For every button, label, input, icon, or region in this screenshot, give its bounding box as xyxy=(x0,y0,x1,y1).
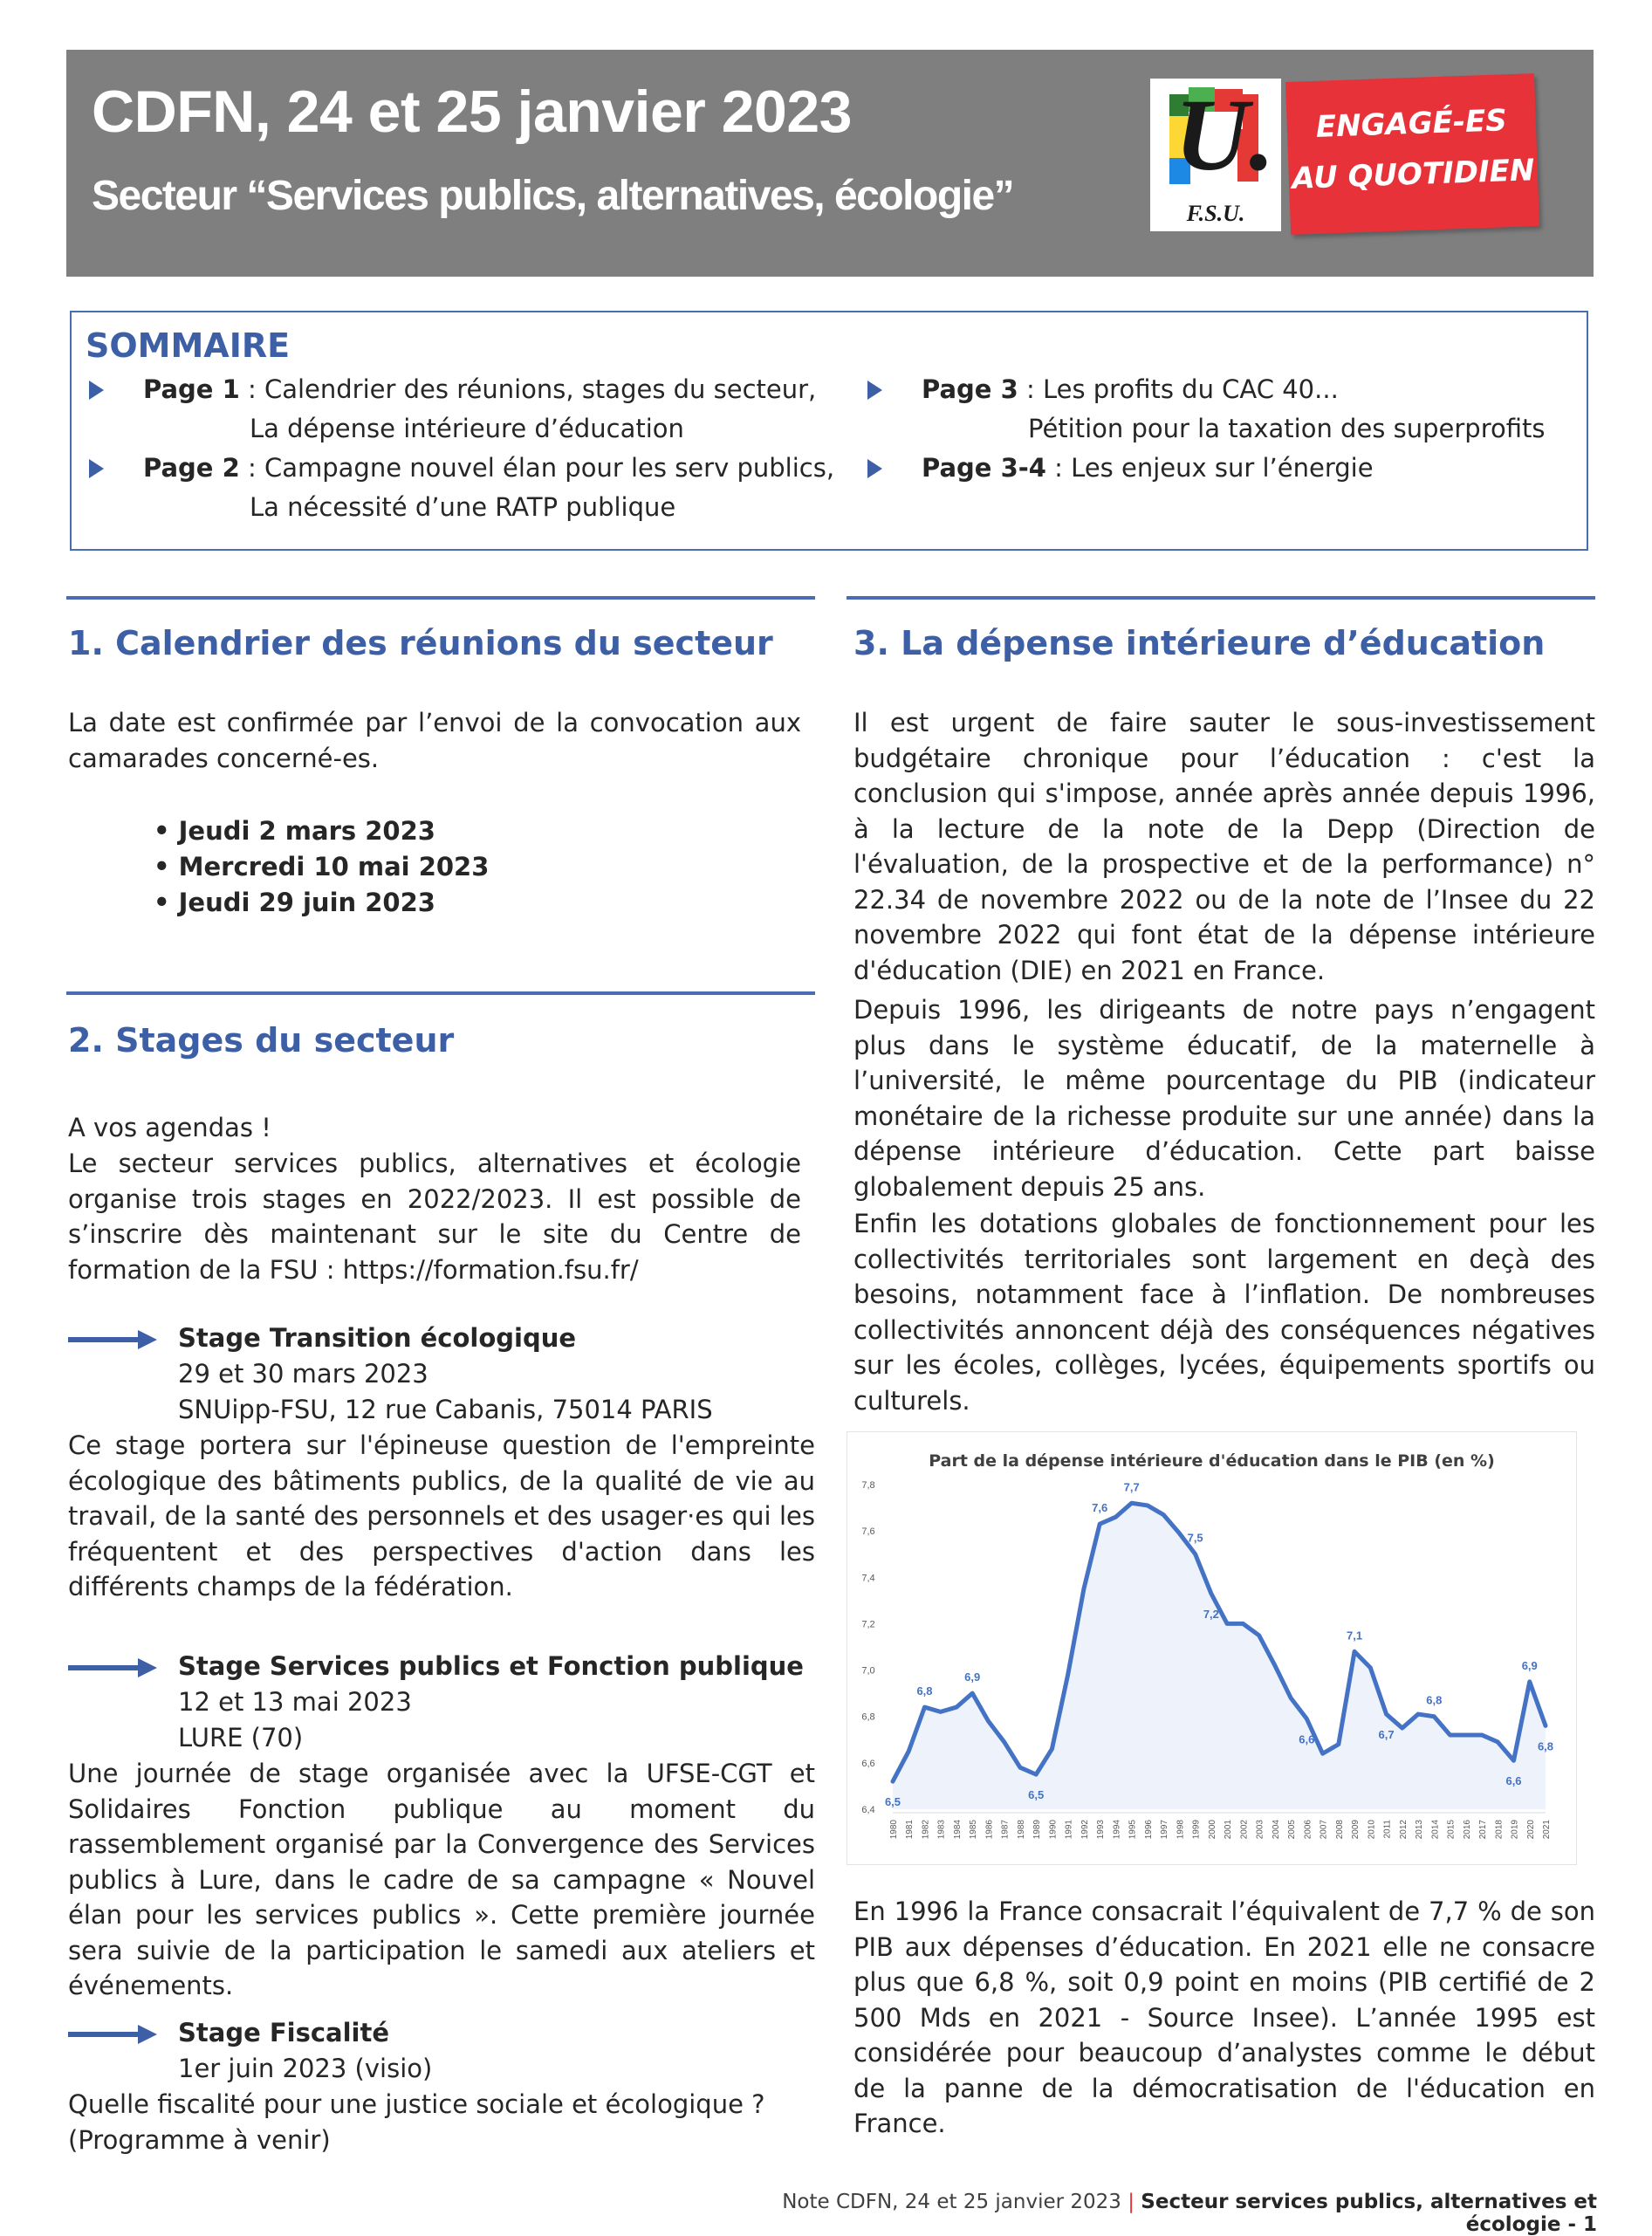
section-divider xyxy=(847,596,1595,600)
x-tick-label: 2014 xyxy=(1430,1820,1441,1840)
x-tick-label: 2003 xyxy=(1255,1820,1265,1840)
x-tick-label: 1999 xyxy=(1191,1820,1202,1840)
section1-intro: La date est confirmée par l’envoi de la convocation aux camarades concerné-es. xyxy=(68,708,801,773)
section3-paragraph: Enfin les dotations globales de fonctionnement pour les collectivités territoriales sont largement en deçà des besoins, notamment face à l’inflation. De nombreuses collectivités annoncent déjà des conséquences négatives sur les écoles, collèges, lycées, équipements sportifs ou culturels. xyxy=(853,1209,1595,1416)
section2-intro-2: Le secteur services publics, alternatives et écologie organise trois stages en 2022/2023. Il est possible de s’inscrire dès maintenant sur le site du Centre de formation de la FSU : https://formation.fsu.fr/ xyxy=(68,1149,801,1285)
section3-title: 3. La dépense intérieure d’éducation xyxy=(853,624,1546,662)
summary-item-page: Page 1 xyxy=(143,374,240,404)
logo-org-name: F.S.U. xyxy=(1186,201,1245,226)
x-tick-label: 1987 xyxy=(1000,1820,1011,1840)
meeting-date: • Jeudi 29 juin 2023 xyxy=(154,888,435,917)
summary-box xyxy=(70,311,1588,551)
y-tick-label: 6,6 xyxy=(861,1758,875,1769)
x-tick-label: 2001 xyxy=(1224,1820,1234,1840)
y-tick-label: 7,6 xyxy=(861,1526,875,1538)
x-tick-label: 1988 xyxy=(1016,1820,1026,1840)
stage-date: 1er juin 2023 (visio) xyxy=(178,2054,433,2083)
summary-item-text: La nécessité d’une RATP publique xyxy=(250,492,676,522)
x-tick-label: 2019 xyxy=(1510,1820,1520,1840)
x-tick-label: 1983 xyxy=(936,1820,947,1840)
triangle-arrow-icon xyxy=(89,381,104,400)
summary-item xyxy=(143,370,816,449)
section-divider xyxy=(66,596,815,600)
y-tick-label: 7,4 xyxy=(861,1573,875,1584)
section1-title: 1. Calendrier des réunions du secteur xyxy=(68,624,773,662)
data-label: 6,8 xyxy=(1537,1739,1554,1753)
stage-date: 29 et 30 mars 2023 xyxy=(178,1359,428,1389)
summary-item-text: : Les enjeux sur l’énergie xyxy=(1045,453,1374,483)
x-tick-label: 1997 xyxy=(1160,1820,1170,1840)
section3-paragraph: Depuis 1996, les dirigeants de notre pays n’engagent plus dans le système éducatif, de la maternelle à l’université, le même pourcentage du PIB (indicateur monétaire de la richesse produite sur une année) dans la dépense intérieure d’éducation. Cette part baisse globalement depuis 25 ans. xyxy=(853,995,1595,1202)
y-tick-label: 7,8 xyxy=(861,1480,875,1491)
section3-paragraph: Il est urgent de faire sauter le sous-investissement budgétaire chronique pour l’éducation : c'est la conclusion qui s'impose, année après année depuis 1996, à la lecture de la note de la Depp (Direction de l'évaluation, de la prospective et de la performance) n° 22.34 de novembre 2022 ou de la note de l’Insee du 22 novembre 2022 qui font état de la dépense intérieure d'éducation (DIE) en 2021 en France. xyxy=(853,708,1595,985)
education-spending-chart xyxy=(847,1431,1577,1865)
section2-intro-1: A vos agendas ! xyxy=(68,1113,271,1142)
x-tick-label: 1989 xyxy=(1032,1820,1043,1840)
data-label: 7,5 xyxy=(1187,1531,1203,1545)
page-title: CDFN, 24 et 25 janvier 2023 xyxy=(92,79,852,145)
x-tick-label: 2010 xyxy=(1367,1820,1377,1840)
summary-item-text: : Les profits du CAC 40... xyxy=(1018,374,1339,404)
data-label: 6,6 xyxy=(1299,1732,1315,1746)
summary-item-text: : Calendrier des réunions, stages du secteur, xyxy=(239,374,817,404)
data-label: 6,8 xyxy=(916,1684,933,1698)
footer-separator: | xyxy=(1128,2191,1134,2213)
y-tick-label: 6,4 xyxy=(861,1805,875,1815)
triangle-arrow-icon xyxy=(89,459,104,478)
data-label: 6,5 xyxy=(884,1795,901,1809)
data-label: 6,5 xyxy=(1028,1788,1045,1802)
summary-item xyxy=(143,449,834,527)
badge-line-1: ENGAGÉ-ES xyxy=(1315,103,1508,145)
data-label: 7,2 xyxy=(1203,1607,1219,1621)
x-tick-label: 2015 xyxy=(1446,1820,1457,1840)
summary-item-text: La dépense intérieure d’éducation xyxy=(250,414,684,443)
x-tick-label: 2011 xyxy=(1382,1820,1393,1839)
page-footer xyxy=(698,2191,1597,2236)
x-tick-label: 2006 xyxy=(1303,1820,1313,1840)
summary-item-page: Page 3-4 xyxy=(922,453,1046,483)
x-tick-label: 2013 xyxy=(1415,1820,1425,1840)
x-tick-label: 1995 xyxy=(1128,1820,1138,1840)
summary-item-page: Page 2 xyxy=(143,453,240,483)
stage-description: Ce stage portera sur l'épineuse question de l'empreinte écologique des bâtiments publics, de la qualité de vie au travail, de la santé des personnels et des usager·es qui les fréquentent et des perspectives d'action dans les différents champs de la fédération. xyxy=(68,1430,815,1602)
triangle-arrow-icon xyxy=(867,459,882,478)
badge-line-2: AU QUOTIDIEN xyxy=(1291,153,1535,196)
x-tick-label: 1985 xyxy=(969,1820,979,1840)
x-tick-label: 2008 xyxy=(1334,1820,1345,1840)
page-subtitle: Secteur “Services publics, alternatives, écologie” xyxy=(92,173,1014,219)
chart-canvas xyxy=(847,1432,1576,1864)
summary-item-text: Pétition pour la taxation des superprofits xyxy=(1028,414,1546,443)
data-label: 6,6 xyxy=(1505,1774,1522,1788)
x-tick-label: 2020 xyxy=(1525,1820,1536,1840)
x-tick-label: 2009 xyxy=(1351,1820,1361,1840)
x-tick-label: 1998 xyxy=(1176,1820,1186,1840)
x-tick-label: 2016 xyxy=(1462,1820,1472,1840)
stage-title: Stage Transition écologique xyxy=(178,1323,577,1353)
section-divider xyxy=(66,991,815,995)
x-tick-label: 1996 xyxy=(1143,1820,1154,1840)
x-tick-label: 1993 xyxy=(1096,1820,1107,1840)
data-label: 7,6 xyxy=(1092,1501,1108,1515)
x-tick-label: 2007 xyxy=(1319,1820,1329,1840)
summary-item xyxy=(922,370,1545,449)
arrow-right-icon xyxy=(68,1330,157,1349)
stage-title: Stage Services publics et Fonction publique xyxy=(178,1651,804,1681)
footer-left: Note CDFN, 24 et 25 janvier 2023 xyxy=(782,2191,1121,2213)
data-label: 6,9 xyxy=(1521,1658,1538,1672)
stage-date: 12 et 13 mai 2023 xyxy=(178,1687,412,1717)
meeting-date: • Jeudi 2 mars 2023 xyxy=(154,816,435,846)
series-area xyxy=(893,1503,1546,1809)
summary-item-page: Page 3 xyxy=(922,374,1018,404)
engage-badge xyxy=(1285,73,1539,235)
data-label: 6,7 xyxy=(1378,1728,1395,1742)
section2-title: 2. Stages du secteur xyxy=(68,1021,455,1060)
data-label: 7,7 xyxy=(1123,1480,1140,1494)
x-tick-label: 1980 xyxy=(889,1820,899,1840)
logo-letter: U. xyxy=(1175,78,1275,192)
x-tick-label: 1984 xyxy=(952,1820,963,1840)
data-label: 7,1 xyxy=(1347,1629,1363,1643)
x-tick-label: 2012 xyxy=(1398,1820,1409,1840)
y-tick-label: 6,8 xyxy=(861,1711,875,1723)
y-tick-label: 7,2 xyxy=(861,1619,875,1630)
arrow-right-icon xyxy=(68,1658,157,1677)
arrow-right-icon xyxy=(68,2025,157,2044)
stage-title: Stage Fiscalité xyxy=(178,2018,390,2047)
stage-place: LURE (70) xyxy=(178,1723,304,1752)
meeting-dates-list xyxy=(154,813,489,921)
x-tick-label: 2021 xyxy=(1542,1820,1552,1840)
x-tick-label: 2000 xyxy=(1207,1820,1217,1840)
x-tick-label: 2004 xyxy=(1271,1820,1281,1840)
stage-description: Quelle fiscalité pour une justice sociale et écologique ? (Programme à venir) xyxy=(68,2089,765,2155)
section3-paragraph: En 1996 la France consacrait l’équivalent de 7,7 % de son PIB aux dépenses d’éducation. En 2021 elle ne consacre plus que 6,8 %, soit 0,9 point en moins (PIB certifié de 2 500 Mds en 2021 - Source Insee). L’année 1995 est considérée pour beaucoup d’analystes comme le début de la panne de la démocratisation de l'éducation en France. xyxy=(853,1896,1595,2138)
summary-item xyxy=(922,449,1374,488)
header-banner xyxy=(66,50,1594,277)
x-tick-label: 2017 xyxy=(1478,1820,1489,1840)
fsu-logo xyxy=(1150,79,1281,231)
summary-item-text: : Campagne nouvel élan pour les serv publics, xyxy=(239,453,835,483)
summary-title: SOMMAIRE xyxy=(86,326,291,365)
data-label: 6,8 xyxy=(1426,1693,1443,1707)
stage-place: SNUipp-FSU, 12 rue Cabanis, 75014 PARIS xyxy=(178,1395,713,1424)
stage-description: Une journée de stage organisée avec la UFSE-CGT et Solidaires Fonction publique au moment du rassemblement organisé par la Convergence des Services publics à Lure, dans le cadre de sa campagne « Nouvel élan pour les services publics ». Cette première journée sera suivie de la participation le samedi aux ateliers et événements. xyxy=(68,1759,815,2000)
x-tick-label: 1990 xyxy=(1048,1820,1059,1840)
footer-right: Secteur services publics, alternatives et écologie - 1 xyxy=(1141,2191,1597,2236)
x-tick-label: 2002 xyxy=(1239,1820,1250,1840)
chart-title: Part de la dépense intérieure d'éducation dans le PIB (en %) xyxy=(929,1451,1495,1471)
x-tick-label: 1982 xyxy=(921,1820,931,1840)
x-tick-label: 1994 xyxy=(1112,1820,1122,1840)
data-label: 6,9 xyxy=(964,1670,981,1684)
meeting-date: • Mercredi 10 mai 2023 xyxy=(154,852,490,881)
x-tick-label: 2005 xyxy=(1287,1820,1298,1840)
x-tick-label: 2018 xyxy=(1494,1820,1505,1840)
x-tick-label: 1992 xyxy=(1080,1820,1090,1840)
x-tick-label: 1981 xyxy=(905,1820,915,1840)
x-tick-label: 1986 xyxy=(984,1820,995,1840)
y-tick-label: 7,0 xyxy=(861,1665,875,1677)
x-tick-label: 1991 xyxy=(1064,1820,1074,1840)
triangle-arrow-icon xyxy=(867,381,882,400)
